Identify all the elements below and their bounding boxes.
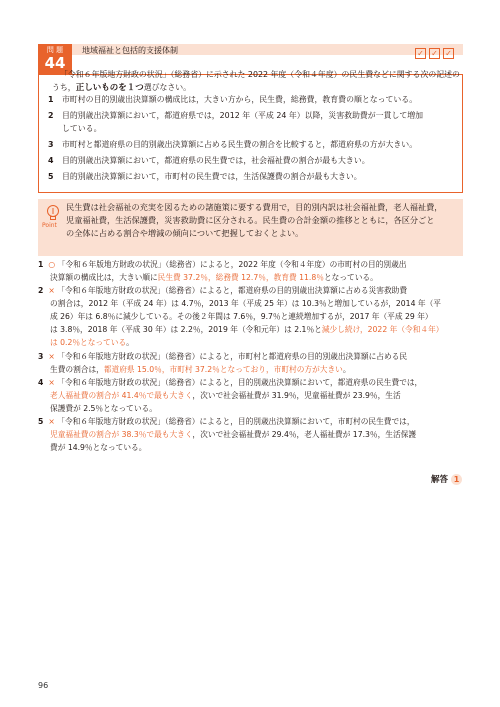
option-2[interactable] [48,110,458,135]
answer-label: 解答 [430,475,448,485]
point-line: の全体に占める割合や増減の傾向について把握しておくとよい。 [66,228,304,238]
answer-line [38,428,463,441]
option-5[interactable] [48,171,458,184]
page-number: 96 [38,681,49,690]
answer-text: 生費の割合は， [50,365,104,374]
answer-text: 「令和６年版地方財政の状況」（総務省）によると，2022 年度（令和４年度）の市町村の目的別歳出 [57,260,407,269]
answer-line [38,284,463,297]
highlight-text: 減少し続け，2022 年（令和４年） [321,325,444,334]
highlight-text: は 0.2％となっている [50,338,127,347]
answer-item-3 [38,350,463,376]
answer-value: 1 [451,474,462,485]
question-stem [52,69,460,94]
answer-text: 「令和６年版地方財政の状況」（総務省）によると，目的別歳出決算額において，市町村の民生費では， [57,417,415,426]
answer-line [38,271,463,284]
answer-line [38,323,463,336]
answer-text: 。 [342,365,351,374]
answer-line [38,297,463,310]
answer-line [38,376,463,389]
answer-item-2 [38,284,463,349]
answer-line [38,402,463,415]
question-title: 地域福祉と包括的支援体制 [82,46,178,55]
answer-text: 「令和６年版地方財政の状況」（総務省）によると，市町村と都道府県の目的別歳出決算額に占める民 [57,352,408,361]
answer-text: 決算額の構成比は，大きい順に [50,273,158,282]
option-text: 目的別歳出決算額において，市町村の民生費では，生活保護費の割合が最も大きい。 [62,172,362,181]
check-box-2[interactable]: ✓ [429,48,440,59]
answer-text: は 3.8％，2018 年（平成 30 年）は 2.2％，2019 年（令和元年）は 2.1％と [50,325,322,334]
answer-text: 成 26）年は 6.8％に減少している。その後２年間は 7.6％，9.7％と連続増加するが，2017 年（平成 29 年） [50,312,433,321]
answer-text: 保護費が 2.5％となっている。 [50,404,157,413]
incorrect-mark-icon: × [48,286,58,295]
answer-number: 4 [38,378,44,387]
stem-text: 「令和６年版地方財政の状況」（総務省）に示された 2022 年度（令和４年度）の民生費などに関する次の記述のうち， [52,70,460,92]
check-box-3[interactable]: ✓ [443,48,454,59]
option-text-cont: している。 [62,123,102,133]
option-3[interactable] [48,139,458,152]
answer-line [38,415,463,428]
answer-number: 3 [38,352,44,361]
answer-line [38,441,463,454]
option-number: 3 [48,140,54,149]
review-checkboxes [412,41,454,60]
option-number: 1 [48,95,54,104]
answer-item-1 [38,258,463,284]
option-4[interactable] [48,155,458,168]
answer-number: 5 [38,417,44,426]
answer-text: 「令和６年版地方財政の状況」（総務省）によると，都道府県の目的別歳出決算額に占める災害救助費 [57,286,408,295]
answer-text: 。 [126,338,134,347]
option-text: 目的別歳出決算額において，都道府県では，2012 年（平成 24 年）以降，災害救助費が一貫して増加 [62,111,424,120]
answer-number: 2 [38,286,44,295]
question-label: 問 題 [46,46,64,54]
incorrect-mark-icon: × [48,352,58,361]
incorrect-mark-icon: × [48,378,58,387]
answer-text: 費が 14.9％となっている。 [50,443,147,452]
point-label: Point [42,222,57,229]
option-number: 2 [48,111,54,120]
answer-item-4 [38,376,463,415]
option-1[interactable] [48,94,458,107]
stem-emphasis: 正しいものを１つ [75,82,144,93]
lightbulb-icon [44,204,62,222]
answer-text: となっている。 [323,273,378,282]
option-number: 4 [48,156,54,165]
incorrect-mark-icon: × [48,417,58,426]
answer-line [38,336,463,349]
stem-tail: 選びなさい。 [143,82,192,92]
answer-text: ，次いで社会福祉費が 31.9％，児童福祉費が 23.9％，生活 [192,391,401,400]
highlight-text: 都道府県 15.0％，市町村 37.2％となっており，市町村の方が大きい [103,365,343,374]
answer-text: ，次いで社会福祉費が 29.4％，老人福祉費が 17.3％，生活保護 [192,430,417,439]
answer-item-5 [38,415,463,454]
point-line: 民生費は社会福祉の充実を図るための諸施策に要する費用で，目的別内訳は社会福祉費，老人福祉費， [66,202,443,212]
correct-mark-icon: ○ [48,260,58,269]
highlight-text: 老人福祉費の割合が 41.4％で最も大きく [50,391,193,400]
answer-line [38,258,463,271]
option-text: 市町村と都道府県の目的別歳出決算額に占める民生費の割合を比較すると，都道府県の方が大きい。 [62,140,418,149]
answer-indicator [431,473,462,485]
answer-number: 1 [38,260,44,269]
point-text [66,201,458,240]
option-text: 市町村の目的別歳出決算額の構成比は，大きい方から，民生費，総務費，教育費の順となっている。 [62,95,418,104]
option-number: 5 [48,172,54,181]
point-line: 児童福祉費，生活保護費，災害救助費に区分される。民生費の合計金額の推移とともに，各区分ごと [66,215,435,225]
question-number: 44 [44,54,66,72]
answer-line [38,363,463,376]
highlight-text: 児童福祉費の割合が 38.3％で最も大きく [50,430,193,439]
answer-line [38,310,463,323]
option-text: 目的別歳出決算額において，都道府県の民生費では，社会福祉費の割合が最も大きい。 [62,156,370,165]
check-box-1[interactable]: ✓ [415,48,426,59]
answer-text: 「令和６年版地方財政の状況」（総務省）によると，目的別歳出決算額において，都道府県の民生費では， [57,378,423,387]
highlight-text: 民生費 37.2％，総務費 12.7％，教育費 11.8％ [157,273,324,282]
answer-line [38,350,463,363]
answer-line [38,389,463,402]
answer-text: の割合は，2012 年（平成 24 年）は 4.7％，2013 年（平成 25 年）は 10.3％と増加しているが，2014 年（平 [50,299,441,308]
